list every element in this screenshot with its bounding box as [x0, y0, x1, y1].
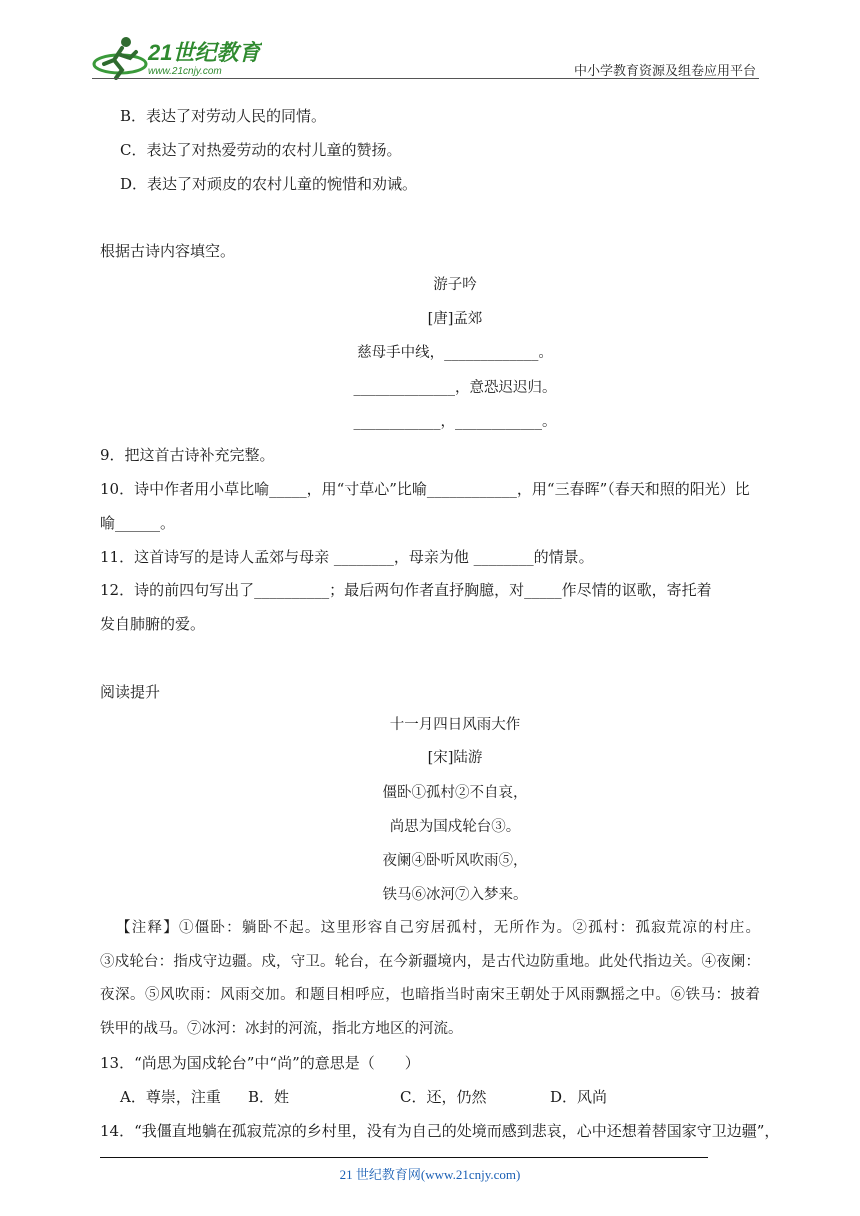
- q13-option-b: B．姓: [248, 1088, 290, 1106]
- q13-option-c: C．还，仍然: [400, 1088, 487, 1106]
- q13-option-d: D．风尚: [550, 1088, 608, 1106]
- poem-author: [唐]孟郊: [427, 311, 483, 327]
- poem-title: 十一月四日风雨大作: [389, 717, 521, 733]
- poem-title: 游子吟: [433, 277, 477, 293]
- annotation-line: 铁甲的战马。⑦冰河：冰封的河流，指北方地区的河流。: [100, 1021, 463, 1037]
- question-13: 13．“尚思为国戍轮台”中“尚”的意思是（ ）: [100, 1054, 420, 1072]
- question-10: 10．诗中作者用小草比喻_____，用“寸草心”比喻____________，用“三春晖”（春天和照的阳光）比: [100, 480, 750, 498]
- logo-text: 21世纪教育: [148, 40, 261, 65]
- question-10-cont: 喻______。: [100, 514, 176, 532]
- question-14: 14．“我僵直地躺在孤寂荒凉的乡村里，没有为自己的处境而感到悲哀，心中还想着替国家守卫边疆”，: [100, 1122, 780, 1140]
- site-logo[interactable]: [92, 34, 262, 80]
- question-11: 11．这首诗写的是诗人孟郊与母亲 ________，母亲为他 ________的情景。: [100, 548, 594, 566]
- header-platform-name: 中小学教育资源及组卷应用平台: [573, 63, 756, 78]
- question-12: 12．诗的前四句写出了__________；最后两句作者直抒胸臆，对_____作尽情的讴歌，寄托着: [100, 581, 712, 599]
- annotation-line: 夜深。⑤风吹雨：风雨交加。和题目相呼应，也暗指当时南宋王朝处于风雨飘摇之中。⑥铁马：披着: [100, 987, 760, 1003]
- poem-line: 僵卧①孤村②不自哀，: [382, 785, 528, 801]
- header-divider: [92, 78, 759, 79]
- q13-option-a: A．尊崇，注重: [120, 1088, 221, 1106]
- poem-line: 尚思为国戍轮台③。: [389, 819, 521, 835]
- poem-line: 慈母手中线，_____________。: [357, 345, 553, 361]
- poem-author: [宋]陆游: [427, 750, 483, 766]
- poem-line: 铁马⑥冰河⑦入梦来。: [382, 887, 528, 903]
- section-heading-fill-in: 根据古诗内容填空。: [100, 242, 236, 260]
- logo-url: www.21cnjy.com: [148, 66, 222, 77]
- footer-divider: [100, 1157, 708, 1158]
- section-heading-reading: 阅读提升: [100, 683, 161, 701]
- footer-link[interactable]: 21 世纪教育网(www.21cnjy.com): [339, 1167, 521, 1182]
- poem-line: ____________，____________。: [353, 414, 557, 430]
- option-c: C．表达了对热爱劳动的农村儿童的赞扬。: [120, 141, 402, 159]
- poem-line: ______________，意恐迟迟归。: [353, 380, 557, 396]
- question-9: 9．把这首古诗补充完整。: [100, 446, 275, 464]
- question-12-cont: 发自肺腑的爱。: [100, 615, 206, 633]
- annotation-line: ③戍轮台：指戍守边疆。戍，守卫。轮台，在今新疆境内，是古代边防重地。此处代指边关。④夜阑：: [100, 954, 760, 970]
- runner-logo-icon: [92, 34, 262, 80]
- option-b: B．表达了对劳动人民的同情。: [120, 107, 327, 125]
- annotation-line: 【注释】①僵卧：躺卧不起。这里形容自己穷居孤村，无所作为。②孤村：孤寂荒凉的村庄。: [116, 920, 760, 936]
- option-d: D．表达了对顽皮的农村儿童的惋惜和劝诫。: [120, 175, 418, 193]
- poem-line: 夜阑④卧听风吹雨⑤，: [382, 853, 528, 869]
